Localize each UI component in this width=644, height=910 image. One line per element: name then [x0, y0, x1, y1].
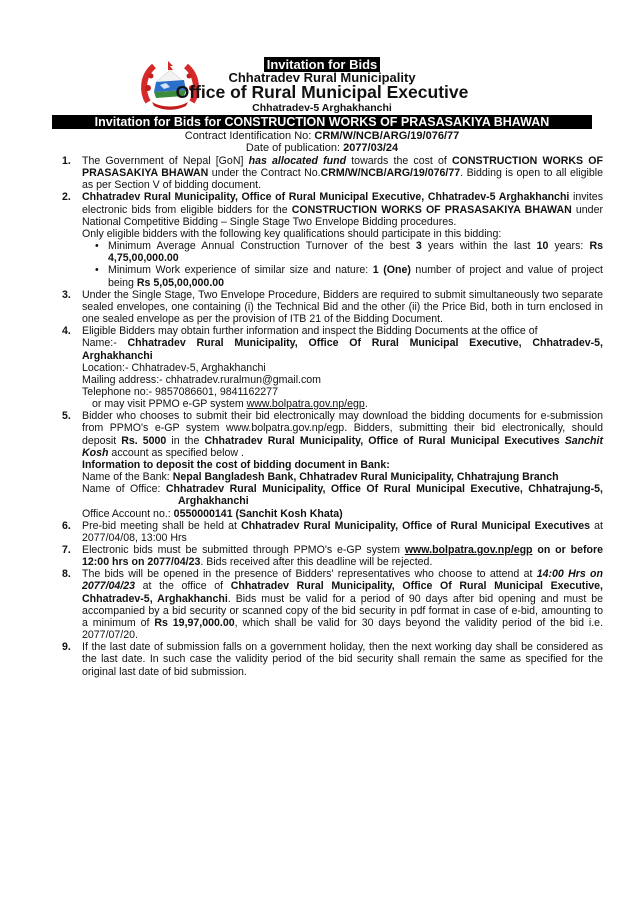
item-text: If the last date of submission falls on a government holiday, then the next working day shall be considered as the last date. In such case the validity period of the bid security shall remain the same as specified for the original last date of bid submission.: [82, 641, 603, 678]
publication-date-label: Date of publication:: [245, 142, 344, 154]
account-line: [82, 508, 603, 520]
account-label: Office Account no.:: [82, 507, 174, 520]
notice-body: [62, 155, 603, 678]
office-address: Chhatradev-5 Arghakhanchi: [252, 102, 392, 114]
item-text: Electronic bids must be submitted through PPMO's e-GP system: [82, 544, 405, 556]
item-text: account as specified below .: [108, 446, 244, 459]
item-text: .: [364, 398, 368, 411]
egp-link[interactable]: www.bolpatra.gov.np/egp: [404, 544, 533, 556]
project-name: CONSTRUCTION WORKS OF PRASASAKIYA BHAWAN: [291, 203, 572, 216]
contract-id-value: CRM/W/NCB/ARG/19/076/77: [314, 130, 460, 142]
item-text: . Bids must be valid for a period of 90 days after bid opening and must be accompanied by a bid security or scanned copy of the bid security in pdf format in case of e-bid, amounting to a minimum of: [82, 592, 603, 629]
office-location: Location:- Chhatradev-5, Arghakhanchi: [82, 361, 266, 374]
item-number: 2.: [62, 191, 71, 204]
contract-no: CRM/W/NCB/ARG/19/076/77: [320, 167, 461, 180]
project-value: Rs 5,05,00,000.00: [136, 276, 225, 289]
bullet-icon: •: [95, 240, 99, 253]
item-text: . Bidding is open to all eligible as per Section V of bidding document.: [82, 167, 603, 192]
item-text: The bids will be opened in the presence of Bidders' representatives who choose to attend at: [82, 568, 537, 581]
notice-item-6: [62, 520, 603, 544]
mailing-address: Mailing address:- chhatradev.ruralmun@gmail.com: [82, 373, 322, 386]
notice-item-8: [62, 568, 603, 641]
item-text: or may visit PPMO e-GP system: [92, 398, 247, 411]
item-number: 4.: [62, 325, 71, 338]
item-text: Bidder who chooses to submit their bid electronically may download the bidding documents for e-submission from PPMO's e-GP system www.bolpatra.gov.np/egp. Bidders, submitting their bid electronically, should deposit: [82, 410, 603, 447]
bid-opening-time: 14:00 Hrs on 2077/04/23: [82, 568, 603, 593]
egp-visit-line: [82, 398, 603, 410]
item-text: in the: [166, 434, 205, 447]
municipality-name: Chhatradev Rural Municipality: [228, 70, 416, 85]
bank-name-label: Name of the Bank:: [82, 471, 173, 484]
publication-date-value: 2077/03/24: [343, 142, 399, 154]
telephone-numbers: Telephone no:- 9857086601, 9841162277: [82, 385, 278, 398]
item-text: under the Contract No.: [208, 167, 321, 180]
employer-name: Chhatradev Rural Municipality, Office of Rural Municipal Executive, Chhatradev-5 Arghakhanchi: [82, 191, 570, 204]
item-text: towards the cost of: [346, 155, 452, 167]
item-text-emphasis: has allocated fund: [248, 155, 347, 167]
contract-id-label: Contract Identification No:: [184, 130, 315, 142]
qualification-turnover: [95, 240, 603, 264]
item-text: Eligible Bidders may obtain further information and inspect the Bidding Documents at the office of: [82, 325, 538, 338]
item-text: under National Competitive Bidding – Single Stage Two Envelope Bidding procedures.: [82, 203, 603, 228]
item-number: 5.: [62, 410, 71, 423]
employer-name: Chhatradev Rural Municipality, Office of Rural Municipal Executives: [204, 434, 565, 447]
item-text: . Bids received after this deadline will be rejected.: [200, 556, 433, 569]
office-name-label: Name:-: [82, 337, 128, 350]
contract-id: [0, 131, 644, 142]
notice-item-4: [62, 325, 603, 410]
office-value-cont: Arghakhanchi: [178, 495, 249, 508]
pre-bid-time: at 2077/04/08, 13:00 Hrs: [82, 519, 603, 544]
item-text: , which shall be valid for 30 days beyond the validity period of the bid i.e. 2077/07/20.: [82, 616, 604, 642]
office-name-value: Chhatradev Rural Municipality, Office Of Rural Municipal Executive, Chhatradev-5, Arghakhanchi: [82, 337, 603, 362]
years-best: 3: [415, 240, 422, 253]
project-name: CONSTRUCTION WORKS OF PRASASAKIYA BHAWAN: [82, 155, 603, 180]
account-number: 0550000141 (Sanchit Kosh Khata): [173, 507, 343, 520]
pre-bid-venue: Chhatradev Rural Municipality, Office of Rural Municipal Executives: [241, 519, 591, 532]
years-last: 10: [536, 240, 549, 253]
notice-title-bar: Invitation for Bids for CONSTRUCTION WORKS OF PRASASAKIYA BHAWAN: [52, 115, 592, 129]
qualification-experience: [95, 264, 603, 288]
submission-deadline: on or before 12:00 hrs on 2077/04/23: [82, 544, 603, 569]
item-text: The Government of Nepal [GoN]: [82, 155, 249, 167]
item-text: invites electronic bids from eligible bidders for the: [82, 191, 603, 216]
item-text: number of project and value of project being: [108, 264, 603, 289]
notice-item-3: [62, 289, 603, 325]
office-name: Office of Rural Municipal Executive: [175, 82, 469, 102]
turnover-amount: Rs 4,75,00,000.00: [108, 240, 603, 265]
item-text: years:: [548, 240, 590, 253]
qualifications-intro: Only eligible bidders with the following key qualifications should participate in this bidding:: [82, 227, 502, 240]
item-text: at the office of: [135, 580, 231, 593]
notice-tag-text: Invitation for Bids: [264, 57, 381, 72]
opening-venue: Chhatradev Rural Municipality, Office Of Rural Municipal Executive, Chhatradev-5, Arghakhanchi: [82, 580, 603, 605]
item-text: Under the Single Stage, Two Envelope Procedure, Bidders are required to submit simultaneously two separate sealed envelopes, one containing (i) the Technical Bid and the other (ii) the Price Bid, both in turn enclosed in one sealed envelope as per the provision of ITB 21 of the Bidding Document.: [82, 288, 603, 326]
item-number: 7.: [62, 544, 71, 556]
item-number: 1.: [62, 155, 71, 167]
office-label: Name of Office:: [82, 483, 166, 496]
project-count: 1 (One): [372, 264, 411, 277]
bid-security-amount: Rs 19,97,000.00: [154, 616, 235, 629]
item-text: years within the last: [421, 240, 537, 253]
notice-item-9: [62, 641, 603, 677]
office-value: Chhatradev Rural Municipality, Office Of Rural Municipal Executive, Chhatrajung-5,: [165, 483, 603, 496]
bank-info-heading: Information to deposit the cost of bidding document in Bank:: [82, 458, 390, 471]
document-fee: Rs. 5000: [121, 434, 167, 447]
item-text: Minimum Work experience of similar size and nature:: [108, 264, 373, 277]
item-number: 9.: [62, 641, 71, 654]
bank-name-value: Nepal Bangladesh Bank, Chhatradev Rural Municipality, Chhatrajung Branch: [172, 471, 559, 484]
office-line: [82, 483, 603, 495]
office-name-line: [82, 337, 603, 361]
notice-item-2: [62, 191, 603, 288]
bullet-icon: •: [95, 264, 99, 277]
notice-item-5: [62, 410, 603, 519]
item-text: Minimum Average Annual Construction Turnover of the best: [108, 240, 416, 253]
item-number: 3.: [62, 288, 71, 301]
qualification-list: [82, 240, 603, 289]
notice-item-7: [62, 544, 603, 568]
notice-items: [62, 155, 603, 678]
publication-date: [0, 143, 644, 154]
egp-link[interactable]: www.bolpatra.gov.np/egp: [246, 398, 365, 411]
notice-item-1: [62, 155, 603, 191]
bank-name-line: [82, 471, 603, 483]
item-text: Pre-bid meeting shall be held at: [82, 519, 242, 532]
item-number: 6.: [62, 519, 71, 532]
account-type: Sanchit Kosh: [82, 434, 603, 459]
item-number: 8.: [62, 568, 71, 581]
